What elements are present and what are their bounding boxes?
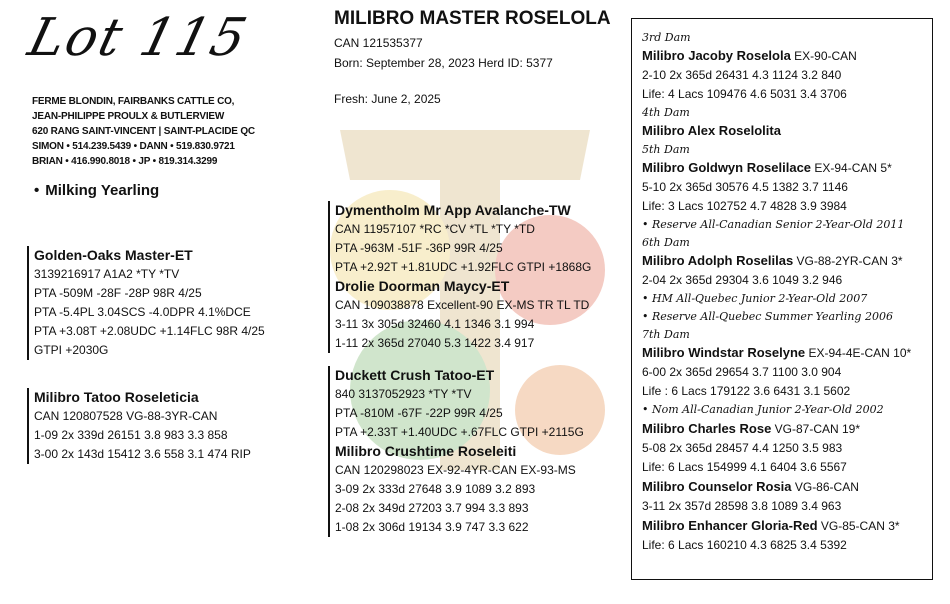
dam-family-member xyxy=(642,251,932,271)
sire-line: GTPI +2030G xyxy=(34,343,109,357)
sire-line: PTA -509M -28F -28P 98R 4/25 xyxy=(34,286,202,300)
dam-family-award: • Reserve All-Canadian Senior 2-Year-Old 2011 xyxy=(642,218,905,231)
dam-generation-label: 4th Dam xyxy=(642,106,690,119)
dam-family-name: Milibro Counselor Rosia xyxy=(642,479,792,494)
dam-family-name: Milibro Jacoby Roselola xyxy=(642,48,791,63)
sire-block xyxy=(27,246,314,360)
maternal-grandsire-block xyxy=(328,366,625,537)
paternal-grandsire-name: Dymentholm Mr App Avalanche-TW xyxy=(335,202,571,218)
pedigree-line: 1-11 2x 365d 27040 5.3 1422 3.4 917 xyxy=(335,336,535,350)
dam-generation-label: 7th Dam xyxy=(642,328,690,341)
dam-family-record: Life: 3 Lacs 102752 4.7 4828 3.9 3984 xyxy=(642,199,847,213)
dam-generation-label: 5th Dam xyxy=(642,143,690,156)
dam-family-classification: VG-85-CAN 3* xyxy=(817,519,900,533)
paternal-grandsire-block xyxy=(328,201,625,353)
dam-family-member xyxy=(642,516,932,536)
maternal-granddam-name: Milibro Crushtime Roseleiti xyxy=(335,443,517,459)
dam-family-member xyxy=(642,477,932,497)
dam-family-member xyxy=(642,158,932,178)
dam-name: Milibro Tatoo Roseleticia xyxy=(34,389,199,405)
dam-family-award: • HM All-Quebec Junior 2-Year-Old 2007 xyxy=(642,292,868,305)
consignor-phone: BRIAN • 416.990.8018 • JP • 819.314.3299 xyxy=(32,156,218,167)
animal-birth: Born: September 28, 2023 Herd ID: 5377 xyxy=(334,56,553,70)
dam-generation-label: 3rd Dam xyxy=(642,31,691,44)
consignor-info xyxy=(32,94,292,169)
sire-line: 3139216917 A1A2 *TY *TV xyxy=(34,267,180,281)
dam-family-name: Milibro Goldwyn Roselilace xyxy=(642,160,812,175)
animal-fresh: Fresh: June 2, 2025 xyxy=(334,92,441,106)
dam-family-name: Milibro Charles Rose xyxy=(642,421,772,436)
consignor-line: FERME BLONDIN, FAIRBANKS CATTLE CO, xyxy=(32,96,235,107)
dam-line: CAN 120807528 VG-88-3YR-CAN xyxy=(34,409,218,423)
pedigree-line: PTA -810M -67F -22P 99R 4/25 xyxy=(335,406,503,420)
pedigree-line: 2-08 2x 349d 27203 3.7 994 3.3 893 xyxy=(335,501,529,515)
dam-family-member xyxy=(642,343,932,363)
pedigree-line: 840 3137052923 *TY *TV xyxy=(335,387,472,401)
class-label xyxy=(34,182,159,199)
dam-family-list xyxy=(642,29,932,555)
dam-family-name: Milibro Enhancer Gloria-Red xyxy=(642,518,818,533)
pedigree-line: 3-11 3x 305d 32460 4.1 1346 3.1 994 xyxy=(335,317,535,331)
dam-family-name: Milibro Alex Roselolita xyxy=(642,123,781,138)
dam-family-award: • Nom All-Canadian Junior 2-Year-Old 2002 xyxy=(642,403,884,416)
sire-line: PTA -5.4PL 3.04SCS -4.0DPR 4.1%DCE xyxy=(34,305,251,319)
consignor-address: 620 RANG SAINT-VINCENT | SAINT-PLACIDE QC xyxy=(32,126,255,137)
dam-family-member xyxy=(642,46,932,66)
pedigree-line: PTA +2.33T +1.40UDC +.67FLC GTPI +2115G xyxy=(335,425,584,439)
dam-family-name: Milibro Adolph Roselilas xyxy=(642,253,794,268)
dam-family-record: Life: 4 Lacs 109476 4.6 5031 3.4 3706 xyxy=(642,87,847,101)
paternal-granddam-name: Drolie Doorman Maycy-ET xyxy=(335,278,510,294)
animal-registration: CAN 121535377 xyxy=(334,36,423,50)
dam-family-record: Life: 6 Lacs 154999 4.1 6404 3.6 5567 xyxy=(642,460,847,474)
animal-name: MILIBRO MASTER ROSELOLA xyxy=(334,8,611,29)
dam-family-member xyxy=(642,121,932,141)
class-label-text: Milking Yearling xyxy=(45,182,160,199)
maternal-grandsire-name: Duckett Crush Tatoo-ET xyxy=(335,367,495,383)
pedigree-line: PTA +2.92T +1.81UDC +1.92FLC GTPI +1868G xyxy=(335,260,592,274)
dam-family-record: Life : 6 Lacs 179122 3.6 6431 3.1 5602 xyxy=(642,384,851,398)
pedigree-line: PTA -963M -51F -36P 99R 4/25 xyxy=(335,241,503,255)
sire-name: Golden-Oaks Master-ET xyxy=(34,247,193,263)
pedigree-line: 1-08 2x 306d 19134 3.9 747 3.3 622 xyxy=(335,520,529,534)
consignor-line: JEAN-PHILIPPE PROULX & BUTLERVIEW xyxy=(32,111,225,122)
dam-family-classification: VG-86-CAN xyxy=(791,480,859,494)
lot-number: Lot 115 xyxy=(22,8,254,68)
dam-family-record: 6-00 2x 365d 29654 3.7 1100 3.0 904 xyxy=(642,365,842,379)
dam-family-classification: VG-88-2YR-CAN 3* xyxy=(793,254,903,268)
dam-family-member xyxy=(642,419,932,439)
dam-family-record: 5-10 2x 365d 30576 4.5 1382 3.7 1146 xyxy=(642,180,848,194)
dam-family-record: 2-10 2x 365d 26431 4.3 1124 3.2 840 xyxy=(642,68,842,82)
dam-line: 3-00 2x 143d 15412 3.6 558 3.1 474 RIP xyxy=(34,447,251,461)
dam-line: 1-09 2x 339d 26151 3.8 983 3.3 858 xyxy=(34,428,228,442)
pedigree-line: CAN 120298023 EX-92-4YR-CAN EX-93-MS xyxy=(335,463,576,477)
dam-family-record: 5-08 2x 365d 28457 4.4 1250 3.5 983 xyxy=(642,441,843,455)
dam-family-record: 2-04 2x 365d 29304 3.6 1049 3.2 946 xyxy=(642,273,843,287)
bullet-icon: • xyxy=(34,182,40,199)
dam-family-name: Milibro Windstar Roselyne xyxy=(642,345,806,360)
dam-family-classification: EX-90-CAN xyxy=(790,49,857,63)
dam-family-classification: EX-94-CAN 5* xyxy=(811,161,892,175)
dam-family-record: Life: 6 Lacs 160210 4.3 6825 3.4 5392 xyxy=(642,538,847,552)
dam-generation-label: 6th Dam xyxy=(642,236,690,249)
sire-line: PTA +3.08T +2.08UDC +1.14FLC 98R 4/25 xyxy=(34,324,265,338)
dam-family-box xyxy=(631,18,933,580)
consignor-phone: SIMON • 514.239.5439 • DANN • 519.830.9721 xyxy=(32,141,235,152)
pedigree-line: 3-09 2x 333d 27648 3.9 1089 3.2 893 xyxy=(335,482,536,496)
pedigree-line: CAN 109038878 Excellent-90 EX-MS TR TL TD xyxy=(335,298,590,312)
dam-family-record: 3-11 2x 357d 28598 3.8 1089 3.4 963 xyxy=(642,499,842,513)
dam-family-classification: VG-87-CAN 19* xyxy=(771,422,861,436)
dam-block xyxy=(27,388,314,464)
dam-family-award: • Reserve All-Quebec Summer Yearling 2006 xyxy=(642,310,893,323)
dam-family-classification: EX-94-4E-CAN 10* xyxy=(805,346,912,360)
pedigree-line: CAN 11957107 *RC *CV *TL *TY *TD xyxy=(335,222,535,236)
